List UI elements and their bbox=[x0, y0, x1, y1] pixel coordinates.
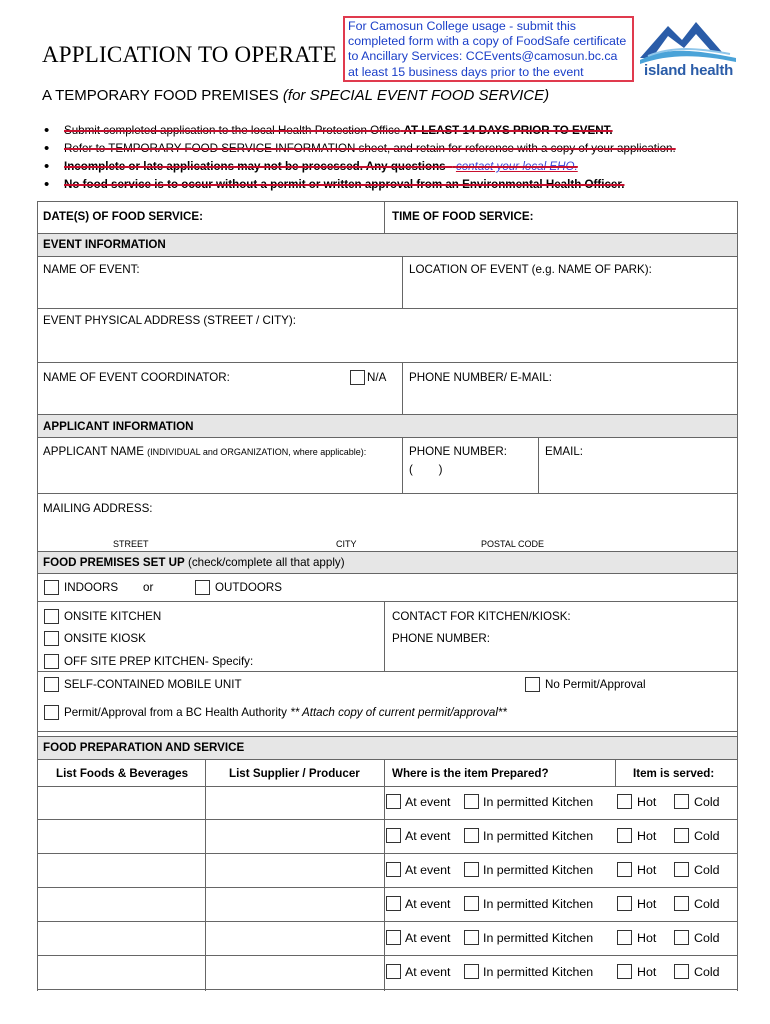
supplier-field[interactable] bbox=[207, 856, 382, 886]
notice-line: to Ancillary Services: CCEvents@camosun.bc.ca bbox=[348, 49, 618, 64]
dates-label: DATE(S) OF FOOD SERVICE: bbox=[43, 210, 203, 223]
offsite-kitchen-checkbox[interactable] bbox=[44, 654, 59, 669]
onsite-kitchen-checkbox[interactable] bbox=[44, 609, 59, 624]
mountain-logo-icon bbox=[638, 18, 738, 64]
permitted-kitchen-label: In permitted Kitchen bbox=[483, 931, 594, 945]
permitted-kitchen-checkbox[interactable] bbox=[464, 964, 479, 979]
street-caption: STREET bbox=[113, 539, 149, 549]
hot-label: Hot bbox=[637, 863, 657, 877]
food-item-field[interactable] bbox=[39, 958, 203, 988]
contact-eho-link[interactable]: contact your local EHO. bbox=[455, 160, 578, 173]
hot-checkbox[interactable] bbox=[617, 828, 632, 843]
form-title: APPLICATION TO OPERATE bbox=[42, 42, 337, 67]
at-event-label: At event bbox=[405, 965, 451, 979]
instruction-item: • Incomplete or late applications may not be processed. Any questions - contact your local EHO. bbox=[44, 158, 744, 176]
permitted-kitchen-label: In permitted Kitchen bbox=[483, 965, 594, 979]
na-label: N/A bbox=[367, 371, 387, 384]
col-supplier-header: List Supplier / Producer bbox=[229, 767, 360, 780]
permitted-kitchen-label: In permitted Kitchen bbox=[483, 829, 594, 843]
at-event-label: At event bbox=[405, 795, 451, 809]
applicant-info-header: APPLICANT INFORMATION bbox=[43, 420, 194, 433]
permitted-kitchen-checkbox[interactable] bbox=[464, 828, 479, 843]
coordinator-label: NAME OF EVENT COORDINATOR: bbox=[43, 371, 230, 384]
at-event-checkbox[interactable] bbox=[386, 930, 401, 945]
cold-checkbox[interactable] bbox=[674, 930, 689, 945]
na-checkbox[interactable] bbox=[350, 370, 365, 385]
subtitle-emphasis: (for SPECIAL EVENT FOOD SERVICE) bbox=[282, 87, 550, 104]
event-location-label: LOCATION OF EVENT (e.g. NAME OF PARK): bbox=[409, 263, 652, 276]
at-event-checkbox[interactable] bbox=[386, 964, 401, 979]
permitted-kitchen-checkbox[interactable] bbox=[464, 794, 479, 809]
permitted-kitchen-label: In permitted Kitchen bbox=[483, 795, 594, 809]
cold-label: Cold bbox=[694, 897, 720, 911]
city-caption: CITY bbox=[336, 539, 357, 549]
food-item-field[interactable] bbox=[39, 924, 203, 954]
permitted-kitchen-checkbox[interactable] bbox=[464, 896, 479, 911]
cold-label: Cold bbox=[694, 829, 720, 843]
at-event-checkbox[interactable] bbox=[386, 828, 401, 843]
food-item-field[interactable] bbox=[39, 890, 203, 920]
instructions-list bbox=[44, 122, 744, 194]
event-info-header: EVENT INFORMATION bbox=[43, 238, 166, 251]
outdoors-label: OUTDOORS bbox=[215, 581, 282, 594]
phone-area-code: ( ) bbox=[409, 463, 443, 476]
event-name-label: NAME OF EVENT: bbox=[43, 263, 140, 276]
hot-checkbox[interactable] bbox=[617, 794, 632, 809]
supplier-field[interactable] bbox=[207, 958, 382, 988]
col-prepared-header: Where is the item Prepared? bbox=[392, 767, 549, 780]
col-served-header: Item is served: bbox=[633, 767, 715, 780]
no-permit-label: No Permit/Approval bbox=[545, 678, 646, 691]
at-event-label: At event bbox=[405, 829, 451, 843]
hot-label: Hot bbox=[637, 795, 657, 809]
notice-line: completed form with a copy of FoodSafe certificate bbox=[348, 34, 627, 49]
onsite-kiosk-checkbox[interactable] bbox=[44, 631, 59, 646]
at-event-checkbox[interactable] bbox=[386, 896, 401, 911]
cold-checkbox[interactable] bbox=[674, 862, 689, 877]
cold-label: Cold bbox=[694, 965, 720, 979]
instruction-item: • Submit completed application to the local Health Protection Office AT LEAST 14 DAYS PRIOR TO EVENT. bbox=[44, 122, 744, 140]
hot-checkbox[interactable] bbox=[617, 862, 632, 877]
onsite-kitchen-label: ONSITE KITCHEN bbox=[64, 610, 162, 623]
food-item-field[interactable] bbox=[39, 788, 203, 818]
time-label: TIME OF FOOD SERVICE: bbox=[392, 210, 534, 223]
form-subtitle bbox=[42, 87, 549, 104]
logo-text: island health bbox=[644, 62, 734, 79]
supplier-field[interactable] bbox=[207, 822, 382, 852]
supplier-field[interactable] bbox=[207, 924, 382, 954]
hot-label: Hot bbox=[637, 897, 657, 911]
mailing-address-label: MAILING ADDRESS: bbox=[43, 502, 153, 515]
hot-label: Hot bbox=[637, 931, 657, 945]
bc-permit-label: Permit/Approval from a BC Health Authority ** Attach copy of current permit/approval** bbox=[64, 706, 507, 719]
postal-code-caption: POSTAL CODE bbox=[481, 539, 545, 549]
mobile-unit-checkbox[interactable] bbox=[44, 677, 59, 692]
island-health-logo bbox=[638, 18, 738, 82]
at-event-checkbox[interactable] bbox=[386, 794, 401, 809]
supplier-field[interactable] bbox=[207, 788, 382, 818]
kitchen-phone-label: PHONE NUMBER: bbox=[392, 632, 490, 645]
applicant-phone-label: PHONE NUMBER: bbox=[409, 445, 507, 458]
outdoors-checkbox[interactable] bbox=[195, 580, 210, 595]
col-foods-header: List Foods & Beverages bbox=[56, 767, 189, 780]
or-label: or bbox=[143, 581, 154, 594]
notice-line: at least 15 business days prior to the event bbox=[348, 64, 584, 79]
cold-label: Cold bbox=[694, 795, 720, 809]
cold-label: Cold bbox=[694, 931, 720, 945]
applicant-name-label: APPLICANT NAME (INDIVIDUAL and ORGANIZATION, where applicable): bbox=[43, 445, 367, 458]
event-address-label: EVENT PHYSICAL ADDRESS (STREET / CITY): bbox=[43, 314, 296, 327]
applicant-email-label: EMAIL: bbox=[545, 445, 584, 458]
hot-checkbox[interactable] bbox=[617, 964, 632, 979]
supplier-field[interactable] bbox=[207, 890, 382, 920]
permitted-kitchen-label: In permitted Kitchen bbox=[483, 863, 594, 877]
notice-line: For Camosun College usage - submit this bbox=[348, 19, 576, 33]
cold-checkbox[interactable] bbox=[674, 964, 689, 979]
phone-email-label: PHONE NUMBER/ E-MAIL: bbox=[409, 371, 553, 384]
premises-header: FOOD PREMISES SET UP (check/complete all that apply) bbox=[43, 556, 345, 569]
mobile-unit-label: SELF-CONTAINED MOBILE UNIT bbox=[64, 678, 242, 691]
onsite-kiosk-label: ONSITE KIOSK bbox=[64, 632, 146, 645]
instruction-item: • Refer to TEMPORARY FOOD SERVICE INFORMATION sheet, and retain for reference with a copy of your application. bbox=[44, 140, 744, 158]
instruction-item: • No food service is to occur without a permit or written approval from an Environmental Health Officer. bbox=[44, 176, 744, 194]
cold-checkbox[interactable] bbox=[674, 828, 689, 843]
cold-checkbox[interactable] bbox=[674, 896, 689, 911]
subtitle-main: A TEMPORARY FOOD PREMISES bbox=[42, 87, 279, 104]
permitted-kitchen-checkbox[interactable] bbox=[464, 862, 479, 877]
permitted-kitchen-checkbox[interactable] bbox=[464, 930, 479, 945]
at-event-label: At event bbox=[405, 931, 451, 945]
hot-label: Hot bbox=[637, 829, 657, 843]
kitchen-contact-label: CONTACT FOR KITCHEN/KIOSK: bbox=[392, 610, 571, 623]
hot-checkbox[interactable] bbox=[617, 896, 632, 911]
at-event-checkbox[interactable] bbox=[386, 862, 401, 877]
cold-label: Cold bbox=[694, 863, 720, 877]
permitted-kitchen-label: In permitted Kitchen bbox=[483, 897, 594, 911]
indoors-label: INDOORS bbox=[64, 581, 119, 594]
bc-permit-checkbox[interactable] bbox=[44, 705, 59, 720]
at-event-label: At event bbox=[405, 897, 451, 911]
hot-label: Hot bbox=[637, 965, 657, 979]
food-prep-header: FOOD PREPARATION AND SERVICE bbox=[43, 741, 245, 754]
hot-checkbox[interactable] bbox=[617, 930, 632, 945]
food-item-field[interactable] bbox=[39, 822, 203, 852]
camosun-notice bbox=[343, 16, 634, 82]
offsite-kitchen-label: OFF SITE PREP KITCHEN- Specify: bbox=[64, 655, 254, 668]
indoors-checkbox[interactable] bbox=[44, 580, 59, 595]
no-permit-checkbox[interactable] bbox=[525, 677, 540, 692]
cold-checkbox[interactable] bbox=[674, 794, 689, 809]
food-item-field[interactable] bbox=[39, 856, 203, 886]
at-event-label: At event bbox=[405, 863, 451, 877]
